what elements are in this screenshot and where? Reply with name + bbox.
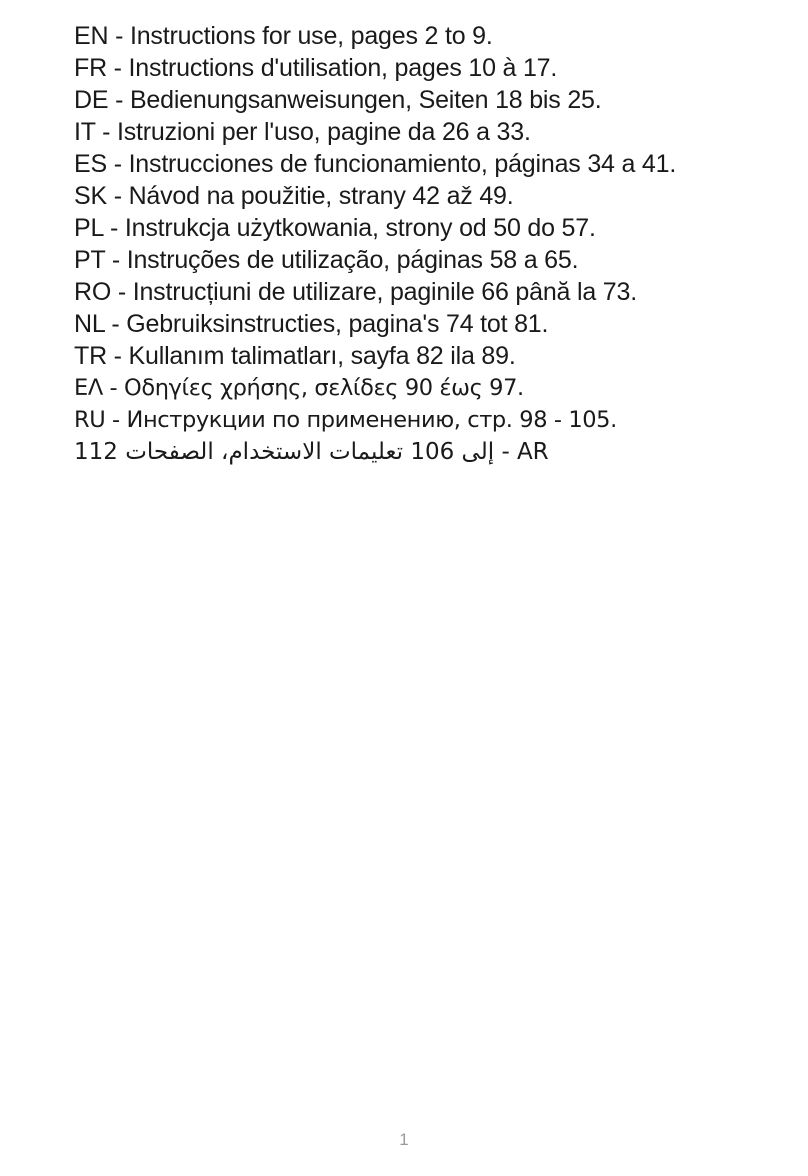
language-entry-ar: 112 إلى 106 تعليمات الاستخدام، الصفحات - AR <box>74 439 549 465</box>
language-index <box>74 20 794 468</box>
language-entry-fr: FR - Instructions d'utilisation, pages 10 à 17. <box>74 54 558 82</box>
language-entry-sk: SK - Návod na použitie, strany 42 až 49. <box>74 182 514 210</box>
language-entry-pl: PL - Instrukcja użytkowania, strony od 50 do 57. <box>74 214 596 242</box>
page-number: 1 <box>399 1130 409 1149</box>
language-entry-it: IT - Istruzioni per l'uso, pagine da 26 a 33. <box>74 118 531 146</box>
language-entry-nl: NL - Gebruiksinstructies, pagina's 74 tot 81. <box>74 310 549 338</box>
language-entry-en: EN - Instructions for use, pages 2 to 9. <box>74 22 493 50</box>
language-entry-de: DE - Bedienungsanweisungen, Seiten 18 bis 25. <box>74 86 602 114</box>
language-entry-pt: PT - Instruções de utilização, páginas 58 a 65. <box>74 246 579 274</box>
language-entry-es: ES - Instrucciones de funcionamiento, páginas 34 a 41. <box>74 150 677 178</box>
language-entry-ro: RO - Instrucțiuni de utilizare, paginile 66 până la 73. <box>74 278 637 306</box>
language-entry-el: ΕΛ - Οδηγίες χρήσης, σελίδες 90 έως 97. <box>74 375 524 401</box>
language-entry-ru: RU - Инструкции по применению, стр. 98 - 105. <box>74 407 617 433</box>
language-entry-tr: TR - Kullanım talimatları, sayfa 82 ila 89. <box>74 342 516 370</box>
